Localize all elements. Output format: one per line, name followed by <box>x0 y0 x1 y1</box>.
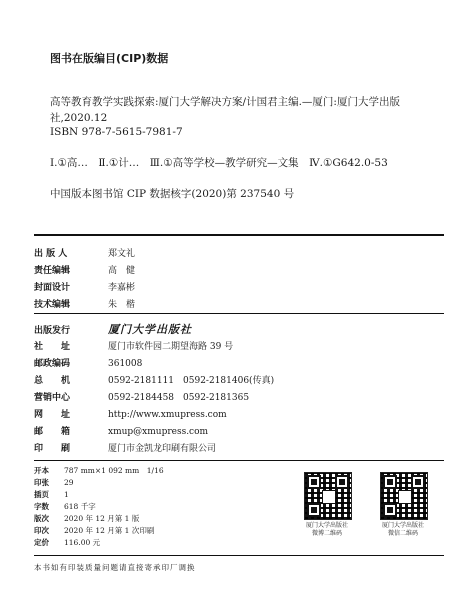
qr-finder-icon <box>307 503 321 517</box>
publisher-label: 总 机 <box>34 376 71 386</box>
wechat-qr-code[interactable] <box>380 472 428 520</box>
credit-value: 郑文礼 <box>108 249 136 259</box>
credit-row <box>34 263 135 276</box>
spec-value: 1 <box>64 490 69 499</box>
publisher-label: 出版发行 <box>34 326 71 336</box>
publisher-row <box>34 321 192 337</box>
publisher-name: 厦门大学出版社 <box>108 323 192 336</box>
qr-caption-line2: 微信二维码 <box>387 530 418 537</box>
spec-row <box>34 501 96 512</box>
cip-heading: 图书在版编目(CIP)数据 <box>50 52 169 65</box>
publisher-row <box>34 441 216 454</box>
credit-label: 责任编辑 <box>34 266 71 276</box>
spec-row <box>34 477 74 488</box>
qr-finder-icon <box>383 503 397 517</box>
spec-row <box>34 489 69 500</box>
qr-finder-icon <box>307 475 321 489</box>
spec-label: 插页 <box>34 490 49 499</box>
publisher-address: 厦门市软件园二期望海路 39 号 <box>108 342 234 352</box>
spec-label: 定价 <box>34 538 49 547</box>
publisher-label: 邮政编码 <box>34 359 71 369</box>
weibo-qr-code[interactable] <box>304 472 352 520</box>
publisher-row <box>34 424 208 437</box>
spec-label: 开本 <box>34 466 49 475</box>
switchboard: 0592-2181111 0592-2181406(传真) <box>108 376 275 386</box>
divider-middle <box>34 313 444 314</box>
publisher-row <box>34 390 249 403</box>
spec-label: 印次 <box>34 526 49 535</box>
credit-label: 封面设计 <box>34 283 71 293</box>
spec-value: 618 千字 <box>64 502 96 511</box>
spec-row <box>34 513 139 524</box>
qr-finder-icon <box>383 475 397 489</box>
footer-note: 本书如有印装质量问题请直接寄承印厂调换 <box>34 563 196 572</box>
email: xmup@xmupress.com <box>108 427 209 437</box>
qr-caption-line1: 厦门大学出版社 <box>305 522 348 529</box>
publisher-label: 邮 箱 <box>34 427 71 437</box>
divider-top <box>34 234 444 236</box>
spec-value: 787 mm×1 092 mm 1/16 <box>64 466 164 475</box>
spec-value: 29 <box>64 478 74 487</box>
credit-value: 李嘉彬 <box>108 283 136 293</box>
spec-row <box>34 525 154 536</box>
cip-entry-line2: 社,2020.12 <box>50 112 108 124</box>
credit-row <box>34 297 135 310</box>
printer: 厦门市金凯龙印刷有限公司 <box>108 444 217 454</box>
credit-row <box>34 280 135 293</box>
divider-bottom <box>34 460 444 461</box>
qr-caption-line2: 微博二维码 <box>311 530 342 537</box>
isbn: ISBN 978-7-5615-7981-7 <box>50 126 183 138</box>
postal-code: 361008 <box>108 359 143 369</box>
credit-value: 朱 楷 <box>108 300 136 310</box>
cip-entry-line1: 高等教育教学实践探索:厦门大学解决方案/计国君主编.—厦门:厦门大学出版 <box>50 96 400 108</box>
qr-finder-icon <box>335 475 349 489</box>
wechat-qr-caption <box>368 522 438 538</box>
weibo-qr-caption <box>292 522 362 538</box>
spec-value: 2020 年 12 月第 1 次印刷 <box>64 526 155 535</box>
publisher-label: 社 址 <box>34 342 71 352</box>
credit-label: 出 版 人 <box>34 249 68 259</box>
publisher-label: 网 址 <box>34 410 71 420</box>
publisher-logo-icon <box>398 490 412 504</box>
spec-value: 116.00 元 <box>64 538 101 547</box>
cip-check-number: 中国版本图书馆 CIP 数据核字(2020)第 237540 号 <box>50 188 295 200</box>
publisher-row <box>34 407 227 420</box>
publisher-row <box>34 373 274 386</box>
spec-label: 版次 <box>34 514 49 523</box>
website: http://www.xmupress.com <box>108 410 227 420</box>
credit-value: 高 健 <box>108 266 136 276</box>
credit-row <box>34 246 135 259</box>
divider-footer <box>34 555 444 556</box>
credit-label: 技术编辑 <box>34 300 71 310</box>
spec-row <box>34 465 164 476</box>
qr-finder-icon <box>411 475 425 489</box>
spec-row <box>34 537 100 548</box>
spec-label: 字数 <box>34 502 49 511</box>
publisher-logo-icon <box>322 490 336 504</box>
spec-value: 2020 年 12 月第 1 版 <box>64 514 140 523</box>
publisher-row <box>34 339 233 352</box>
publisher-label: 营销中心 <box>34 393 71 403</box>
subject-classification: Ⅰ.①高… Ⅱ.①计… Ⅲ.①高等学校—教学研究—文集 Ⅳ.①G642.0-53 <box>50 157 388 169</box>
spec-label: 印张 <box>34 478 49 487</box>
qr-caption-line1: 厦门大学出版社 <box>381 522 424 529</box>
publisher-label: 印 刷 <box>34 444 71 454</box>
publisher-row <box>34 356 142 369</box>
marketing-phone: 0592-2184458 0592-2181365 <box>108 393 250 403</box>
